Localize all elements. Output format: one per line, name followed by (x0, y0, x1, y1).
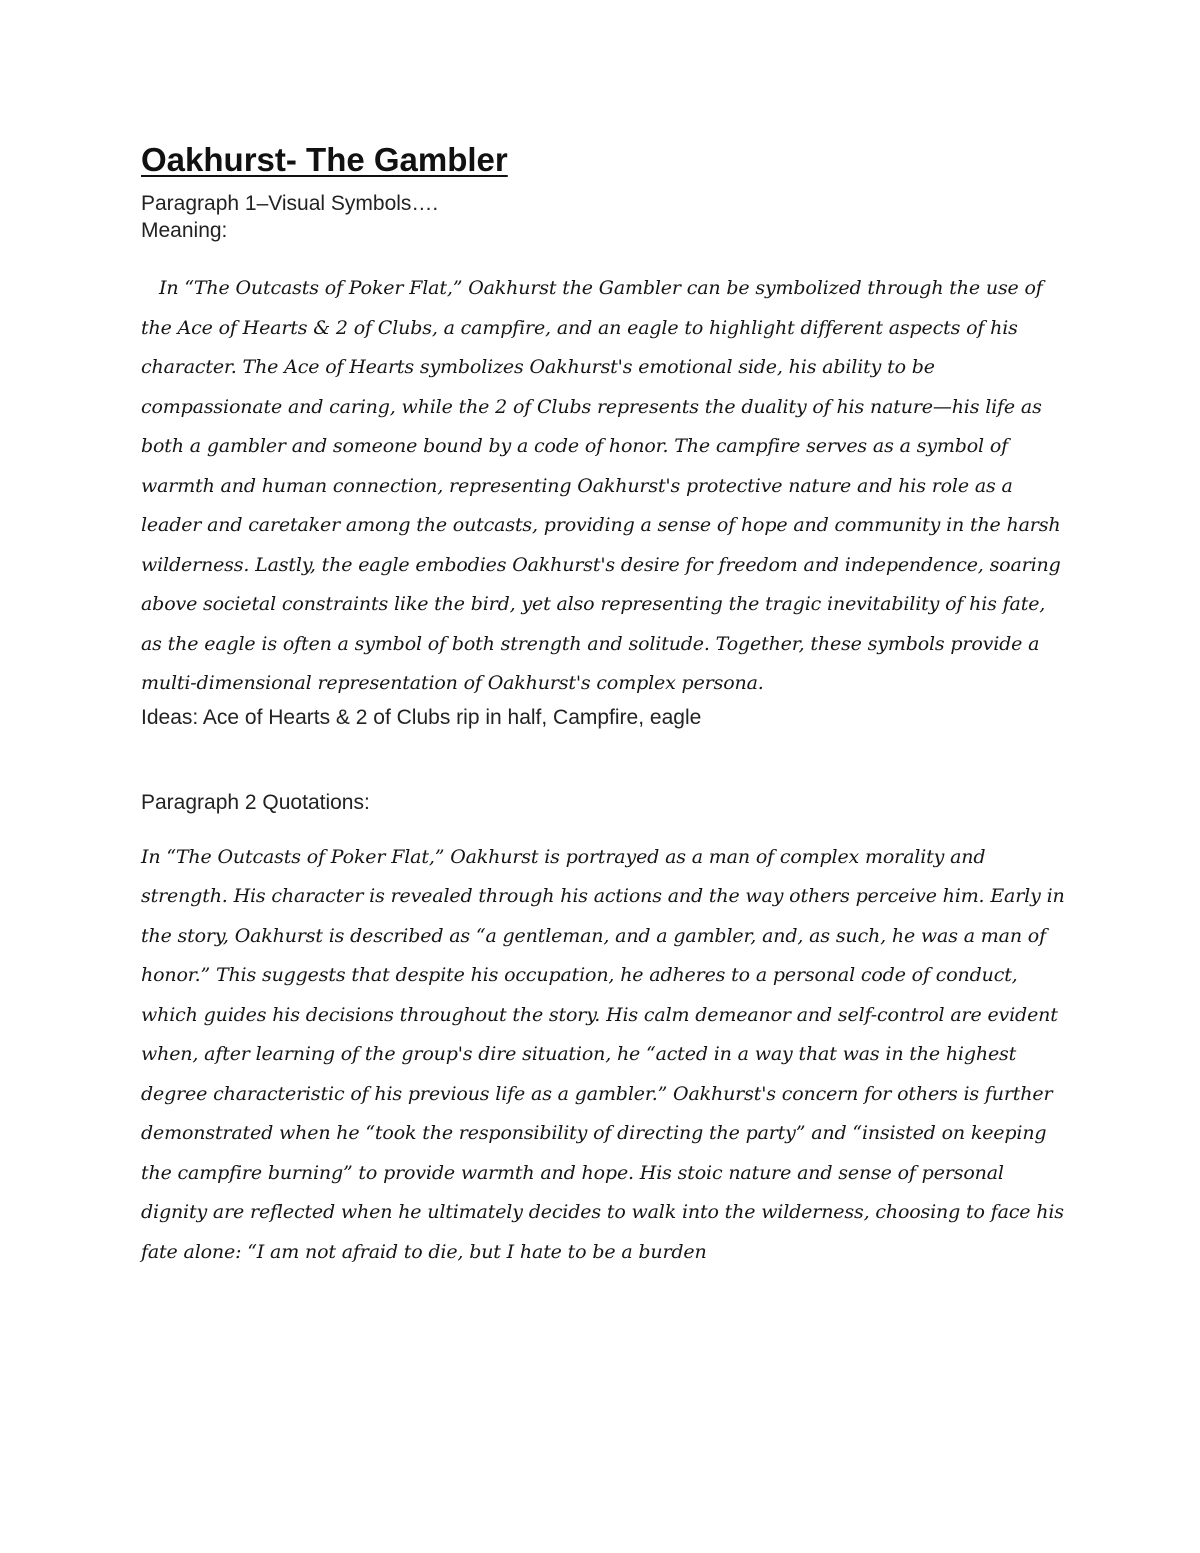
document-title: Oakhurst- The Gambler (141, 141, 508, 178)
meaning-label: Meaning: (141, 219, 228, 242)
paragraph1-heading: Paragraph 1–Visual Symbols…. (141, 192, 439, 215)
ideas-line: Ideas: Ace of Hearts & 2 of Clubs rip in half, Campfire, eagle (141, 705, 702, 729)
paragraph2-heading: Paragraph 2 Quotations: (141, 790, 370, 814)
paragraph2-body: In “The Outcasts of Poker Flat,” Oakhurst is portrayed as a man of complex morality and strength. His character is revealed through his actions and the way others perceive him. Early in the story, Oakhurst is described as “a gentleman, and a gambler, and, as such, he was a man of honor.” This suggests that despite his occupation, he adheres to a personal code of conduct, which guides his decisions throughout the story. His calm demeanor and self-control are evident when, after learning of the group's dire situation, he “acted in a way that was in the highest degree characteristic of his previous life as a gambler.” Oakhurst's concern for others is further demonstrated when he “took the responsibility of directing the party” and “insisted on keeping the campfire burning” to provide warmth and hope. His stoic nature and sense of personal dignity are reflected when he ultimately decides to walk into the wilderness, choosing to face his fate alone: “I am not afraid to die, but I hate to be a burden (141, 845, 1065, 1263)
paragraph1-body: In “The Outcasts of Poker Flat,” Oakhurst the Gambler can be symbolized through the use of the Ace of Hearts & 2 of Clubs, a campfire, and an eagle to highlight different aspects of his character. The Ace of Hearts symbolizes Oakhurst's emotional side, his ability to be compassionate and caring, while the 2 of Clubs represents the duality of his nature—his life as both a gambler and someone bound by a code of honor. The campfire serves as a symbol of warmth and human connection, representing Oakhurst's protective nature and his role as a leader and caretaker among the outcasts, providing a sense of hope and community in the harsh wilderness. Lastly, the eagle embodies Oakhurst's desire for freedom and independence, soaring above societal constraints like the bird, yet also representing the tragic inevitability of his fate, as the eagle is often a symbol of both strength and solitude. Together, these symbols provide a multi-dimensional representation of Oakhurst's complex persona. (141, 277, 1061, 694)
document-content (141, 140, 1071, 1272)
